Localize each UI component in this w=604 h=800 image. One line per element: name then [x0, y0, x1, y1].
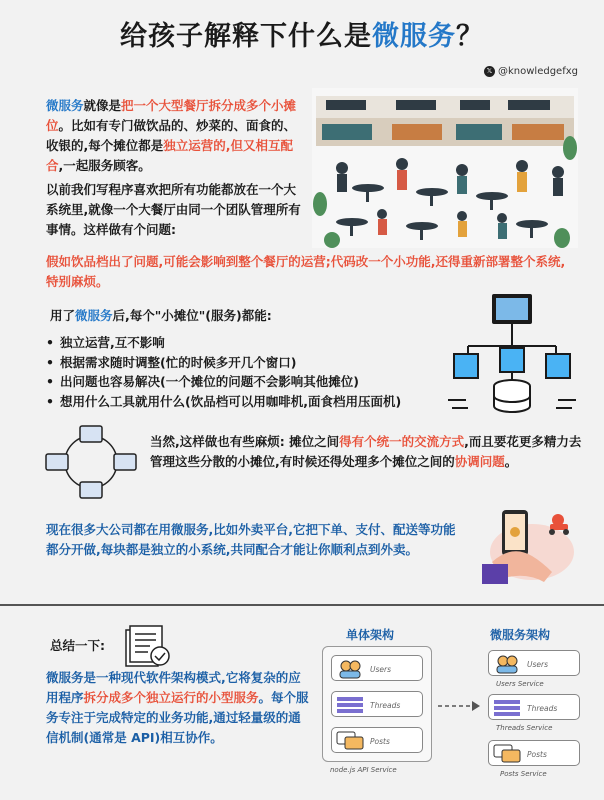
threads-icon: [336, 696, 364, 714]
author-handle[interactable]: 𝕏 @knowledgefxg: [484, 66, 578, 77]
users-icon: [493, 654, 521, 674]
section-divider: [0, 604, 604, 606]
monolith-users-service: Users: [331, 655, 423, 681]
posts-icon: [493, 744, 521, 764]
document-icon: [124, 624, 172, 668]
monolith-threads-service: Threads: [331, 691, 423, 717]
list-item: • 独立运营,互不影响: [46, 333, 456, 353]
list-item: • 出问题也容易解决(一个摊位的问题不会影响其他摊位): [46, 372, 456, 392]
users-service: Users: [488, 650, 580, 676]
distributed-nodes-icon: [44, 424, 138, 500]
threads-service-caption: Threads Service: [496, 724, 553, 732]
threads-service: Threads: [488, 694, 580, 720]
users-service-caption: Users Service: [496, 680, 544, 688]
monolith-box: [322, 646, 432, 762]
arrow-right-icon: [436, 700, 482, 712]
problem-paragraph: 假如饮品档出了问题,可能会影响到整个餐厅的运营;代码改一个小功能,还得重新部署整个系统,特别麻烦。: [46, 254, 566, 289]
benefits-list: [46, 333, 456, 411]
food-court-illustration: [312, 88, 578, 248]
posts-service: Posts: [488, 740, 580, 766]
after-heading: 用了微服务后,每个"小摊位"(服务)都能:: [50, 308, 272, 323]
x-icon: 𝕏: [484, 66, 495, 77]
example-paragraph: 现在很多大公司都在用微服务,比如外卖平台,它把下单、支付、配送等功能都分开做,每块都是独立的小系统,共同配合才能让你顺利点到外卖。: [46, 522, 456, 557]
intro-paragraph: 微服务就像是把一个大型餐厅拆分成多个小摊位。比如有专门做饮品的、炒菜的、面食的、收银的,每个摊位都是独立运营的,但又相互配合,一起服务顾客。: [46, 98, 297, 173]
threads-icon: [493, 699, 521, 717]
microservices-title: 微服务架构: [490, 628, 551, 642]
monolith-caption: node.js API Service: [330, 766, 397, 774]
posts-icon: [336, 731, 364, 751]
summary-heading: 总结一下:: [50, 638, 105, 653]
monolith-posts-service: Posts: [331, 727, 423, 753]
posts-service-caption: Posts Service: [500, 770, 547, 778]
title-highlight: 微服务: [372, 21, 456, 52]
network-diagram-icon: [448, 290, 578, 416]
delivery-app-illustration: [472, 502, 582, 584]
list-item: • 想用什么工具就用什么(饮品档可以用咖啡机,面食档用压面机): [46, 392, 456, 412]
monolith-title: 单体架构: [346, 628, 395, 642]
summary-paragraph: 微服务是一种现代软件架构模式,它将复杂的应用程序拆分成多个独立运行的小型服务。每个服务专注于完成特定的业务功能,通过轻量级的通信机制(通常是 API)相互协作。: [46, 670, 309, 745]
list-item: • 根据需求随时调整(忙的时候多开几个窗口): [46, 353, 456, 373]
downside-paragraph: 当然,这样做也有些麻烦: 摊位之间得有个统一的交流方式,而且要花更多精力去管理这些分散的小摊位,有时候还得处理多个摊位之间的协调问题。: [150, 434, 582, 469]
before-paragraph: 以前我们写程序喜欢把所有功能都放在一个大系统里,就像一个大餐厅由同一个团队管理所有事情。这样做有个问题:: [46, 182, 301, 237]
page-title: 给孩子解释下什么是微服务？: [120, 21, 484, 52]
users-icon: [336, 659, 364, 679]
